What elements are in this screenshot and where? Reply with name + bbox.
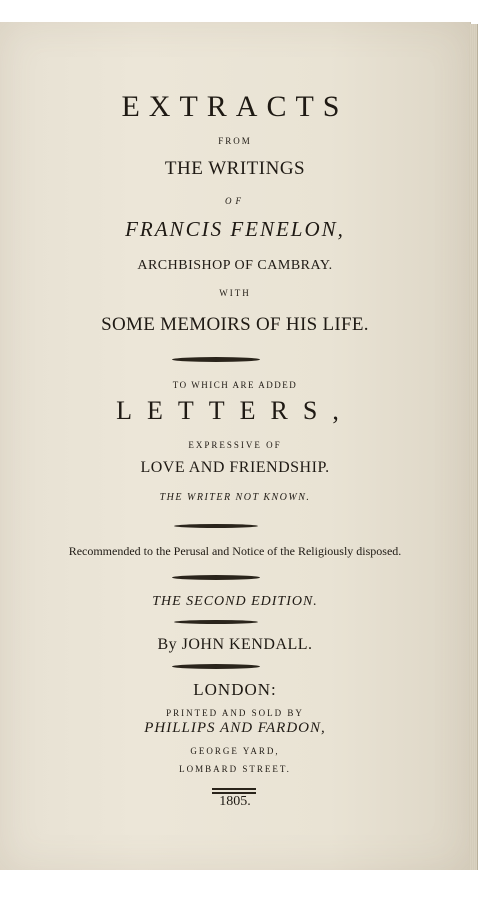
ornamental-rule [172, 575, 260, 580]
ornamental-rule [172, 664, 260, 669]
main-title: EXTRACTS [121, 90, 349, 123]
memoirs-text: SOME MEMOIRS OF HIS LIFE. [101, 314, 369, 335]
from-text: FROM [218, 136, 252, 146]
ornamental-rule [172, 357, 260, 362]
of-text: OF [225, 196, 245, 206]
place-text: LONDON: [193, 680, 277, 699]
recommendation-text: Recommended to the Perusal and Notice of the Religiously disposed. [68, 544, 402, 558]
printed-sold-text: PRINTED AND SOLD BY [166, 708, 304, 718]
publication-year: 1805. [219, 794, 251, 809]
author-name: FRANCIS FENELON, [125, 217, 345, 241]
added-text: TO WHICH ARE ADDED [172, 380, 298, 390]
edition-text: THE SECOND EDITION. [152, 594, 318, 609]
book-photo [0, 22, 478, 870]
writings-text: THE WRITINGS [164, 158, 306, 179]
page-edges [469, 24, 478, 870]
with-text: WITH [219, 288, 251, 298]
publisher-name: PHILLIPS AND FARDON, [144, 720, 326, 736]
title-page [0, 22, 471, 870]
ornamental-rule [174, 524, 258, 528]
letters-heading: LETTERS, [116, 396, 354, 425]
author-title: ARCHBISHOP OF CAMBRAY. [137, 258, 333, 273]
address-line-1: GEORGE YARD, [190, 746, 280, 756]
address-line-2: LOMBARD STREET. [179, 764, 291, 774]
love-friendship-text: LOVE AND FRIENDSHIP. [140, 459, 330, 476]
editor-text: By JOHN KENDALL. [157, 636, 313, 653]
ornamental-rule [174, 620, 258, 624]
year-rule [212, 788, 256, 790]
writer-unknown-text: THE WRITER NOT KNOWN. [159, 492, 311, 503]
expressive-text: EXPRESSIVE OF [188, 440, 282, 450]
